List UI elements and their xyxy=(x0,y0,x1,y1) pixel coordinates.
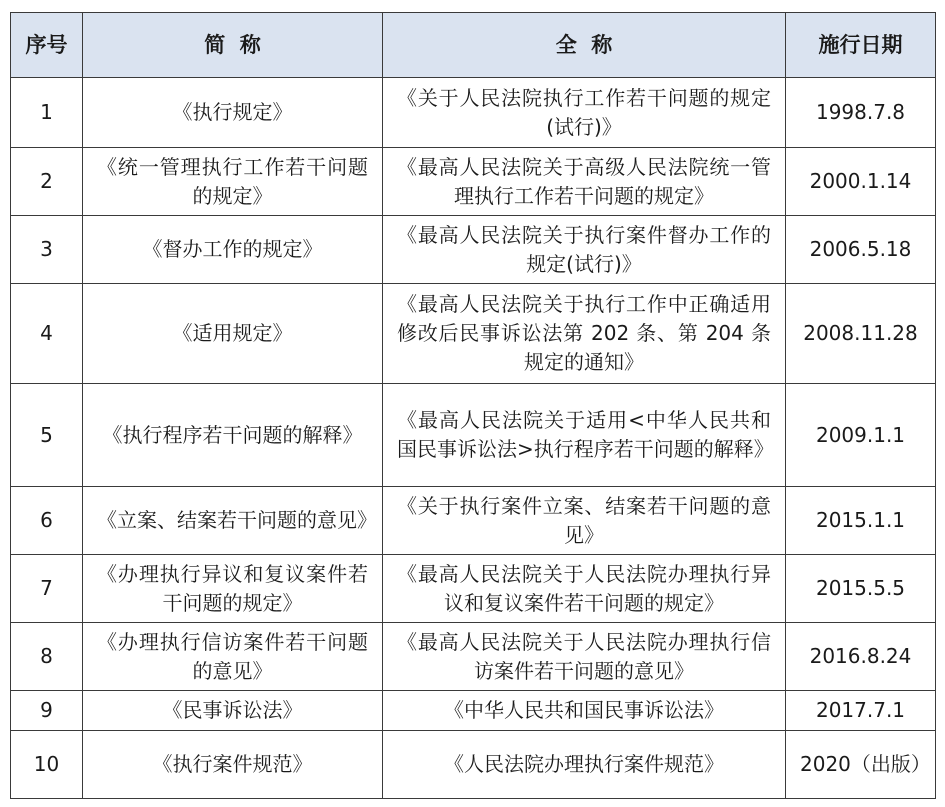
law-table xyxy=(10,12,936,799)
row-date: 1998.7.8 xyxy=(786,78,936,148)
header-effective-date: 施行日期 xyxy=(786,13,936,78)
row-no: 1 xyxy=(11,78,83,148)
row-full-name xyxy=(383,148,786,216)
full-name-text: 《最高人民法院关于执行案件督办工作的规定(试行)》 xyxy=(397,222,771,276)
short-name-text: 《办理执行信访案件若干问题的意见》 xyxy=(97,629,368,683)
row-no: 9 xyxy=(11,691,83,731)
short-name-text: 《民事诉讼法》 xyxy=(162,698,303,722)
row-no: 8 xyxy=(11,623,83,691)
short-name-text: 《执行规定》 xyxy=(172,100,293,124)
row-short-name xyxy=(83,623,383,691)
short-name-text: 《统一管理执行工作若干问题的规定》 xyxy=(97,154,368,208)
table-row xyxy=(11,555,936,623)
row-date: 2000.1.14 xyxy=(786,148,936,216)
row-full-name xyxy=(383,623,786,691)
full-name-text: 《最高人民法院关于人民法院办理执行异议和复议案件若干问题的规定》 xyxy=(397,561,771,615)
table-row xyxy=(11,384,936,487)
row-full-name xyxy=(383,731,786,799)
table-row xyxy=(11,284,936,384)
row-date: 2017.7.1 xyxy=(786,691,936,731)
header-full-name: 全 称 xyxy=(383,13,786,78)
row-no: 7 xyxy=(11,555,83,623)
short-name-text: 《执行案件规范》 xyxy=(152,752,313,776)
short-name-text: 《立案、结案若干问题的意见》 xyxy=(97,508,377,532)
row-full-name xyxy=(383,384,786,487)
row-date: 2006.5.18 xyxy=(786,216,936,284)
row-full-name xyxy=(383,555,786,623)
row-no: 2 xyxy=(11,148,83,216)
row-date: 2008.11.28 xyxy=(786,284,936,384)
row-date: 2020（出版） xyxy=(786,731,936,799)
row-short-name xyxy=(83,555,383,623)
short-name-text: 《适用规定》 xyxy=(172,321,293,345)
full-name-text: 《人民法院办理执行案件规范》 xyxy=(444,752,724,776)
row-short-name xyxy=(83,731,383,799)
table-header-row xyxy=(11,13,936,78)
row-full-name xyxy=(383,691,786,731)
row-date: 2009.1.1 xyxy=(786,384,936,487)
table-row xyxy=(11,623,936,691)
full-name-text: 《最高人民法院关于适用<中华人民共和国民事诉讼法>执行程序若干问题的解释》 xyxy=(397,408,774,461)
header-short-name: 简 称 xyxy=(83,13,383,78)
row-date: 2016.8.24 xyxy=(786,623,936,691)
table-row xyxy=(11,487,936,555)
row-full-name xyxy=(383,78,786,148)
row-date: 2015.1.1 xyxy=(786,487,936,555)
full-name-text: 《最高人民法院关于执行工作中正确适用修改后民事诉讼法第 202 条、第 204 条规定的通知》 xyxy=(397,292,771,374)
row-short-name xyxy=(83,691,383,731)
table-row xyxy=(11,148,936,216)
row-short-name xyxy=(83,78,383,148)
full-name-text: 《最高人民法院关于高级人民法院统一管理执行工作若干问题的规定》 xyxy=(397,154,771,208)
full-name-text: 《中华人民共和国民事诉讼法》 xyxy=(444,698,724,722)
row-no: 5 xyxy=(11,384,83,487)
row-short-name xyxy=(83,216,383,284)
full-name-text: 《关于人民法院执行工作若干问题的规定(试行)》 xyxy=(397,85,771,139)
table-row xyxy=(11,731,936,799)
short-name-text: 《督办工作的规定》 xyxy=(142,237,323,261)
header-no: 序号 xyxy=(11,13,83,78)
row-no: 6 xyxy=(11,487,83,555)
full-name-text: 《最高人民法院关于人民法院办理执行信访案件若干问题的意见》 xyxy=(397,629,771,683)
short-name-text: 《执行程序若干问题的解释》 xyxy=(102,422,363,447)
row-short-name xyxy=(83,487,383,555)
row-short-name xyxy=(83,148,383,216)
table-row xyxy=(11,691,936,731)
row-no: 10 xyxy=(11,731,83,799)
short-name-text: 《办理执行异议和复议案件若干问题的规定》 xyxy=(97,561,368,615)
row-full-name xyxy=(383,284,786,384)
row-no: 4 xyxy=(11,284,83,384)
row-no: 3 xyxy=(11,216,83,284)
table-row xyxy=(11,78,936,148)
row-full-name xyxy=(383,487,786,555)
row-short-name xyxy=(83,284,383,384)
row-short-name xyxy=(83,384,383,487)
table-row xyxy=(11,216,936,284)
row-full-name xyxy=(383,216,786,284)
full-name-text: 《关于执行案件立案、结案若干问题的意见》 xyxy=(397,493,771,547)
row-date: 2015.5.5 xyxy=(786,555,936,623)
